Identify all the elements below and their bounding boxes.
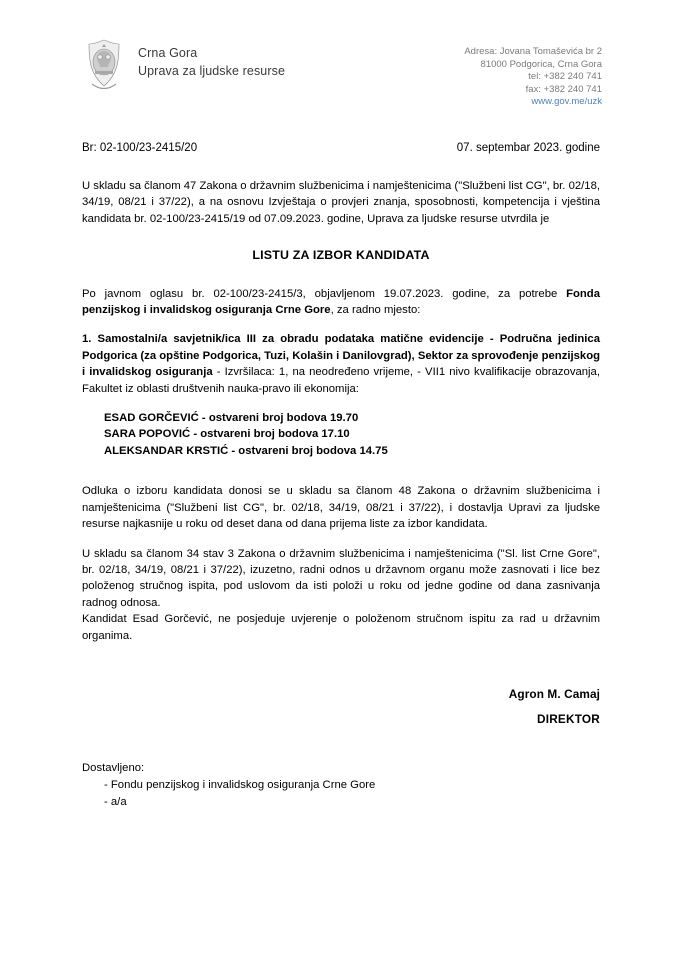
address-line-2: 81000 Podgorica, Crna Gora <box>480 58 602 70</box>
announcement-suffix: , za radno mjesto: <box>330 304 421 317</box>
list-item: ALEKSANDAR KRSTIĆ - ostvareni broj bodova 14.75 <box>104 444 388 457</box>
signatory-name: Agron M. Camaj <box>508 687 600 701</box>
brand-block <box>82 38 285 96</box>
delivery-label: Dostavljeno: <box>82 762 145 774</box>
document-date: 07. septembar 2023. godine <box>456 142 600 154</box>
decision-paragraph: Odluka o izboru kandidata donosi se u skladu sa članom 48 Zakona o državnim službenicima i namještenicima ("Službeni list CG", br. 02/18, 34/19, 08/21 i 37/22), i dostavlja Upravi za ljudske resurse najkasnije u roku od deset dana od dana prijema liste za izbor kandidata. <box>82 485 600 531</box>
announcement-prefix: Po javnom oglasu br. 02-100/23-2415/3, objavljenom 19.07.2023. godine, za potrebe <box>82 287 567 300</box>
list-item: SARA POPOVIĆ - ostvareni broj bodova 17.10 <box>104 428 350 441</box>
address-line-4: fax: +382 240 741 <box>525 83 602 95</box>
list-item: ESAD GORČEVIĆ - ostvareni broj bodova 19.70 <box>104 412 359 425</box>
address-line-3: tel: +382 240 741 <box>528 71 602 83</box>
announcement-paragraph <box>82 286 600 319</box>
delivery-block <box>82 760 600 811</box>
address-line-1: Adresa: Jovana Tomaševića br 2 <box>464 46 602 57</box>
letterhead <box>82 38 602 109</box>
org-name-line1: Crna Gora <box>138 46 198 60</box>
delivery-item: - Fondu penzijskog i invalidskog osiguranja Crne Gore <box>104 779 376 791</box>
position-details: - Izvršilaca: 1, na neodređeno vrijeme, - VII1 nivo kvalifikacije obrazovanja, Fakultet iz oblasti društvenih nauka-pravo ili ekonomija: <box>82 366 600 395</box>
brand-text <box>138 38 285 80</box>
note-paragraph: Kandidat Esad Gorčević, ne posjeduje uvjerenje o položenom stručnom ispitu za rad u državnim organima. <box>82 613 600 642</box>
position-title: 1. Samostalni/a savjetnik/ica III za obradu podataka matične evidencije - Područna jedinica Podgorica (za opštine Podgorica, Tuzi, Kolašin i Danilovgrad), Sektor za sprovođenje penzijskog i invalidskog osiguranja <box>82 333 600 379</box>
law-paragraph: U skladu sa članom 34 stav 3 Zakona o državnim službenicima i namještenicima ("Sl. list Crne Gore", br. 02/18, 34/19, 08/21 i 37/22), izuzetno, radni odnos u državnom organu može zasnovati i lice bez položenog stručnog ispita, pod uslovom da isti položi u roku od jedne godine od dana zasnivanja radnog odnosa. <box>82 547 600 609</box>
document-title: LISTU ZA IZBOR KANDIDATA <box>252 248 430 263</box>
position-paragraph <box>82 331 600 397</box>
announcement-institution: Fonda penzijskog i invalidskog osiguranja Crne Gore <box>82 287 600 317</box>
reference-number: Br: 02-100/23-2415/20 <box>82 142 198 154</box>
spacer <box>82 475 600 483</box>
montenegro-coat-of-arms-icon <box>82 38 126 96</box>
document-body <box>82 178 600 657</box>
address-block <box>464 38 602 109</box>
candidate-list <box>82 410 600 459</box>
signature-block <box>82 682 600 732</box>
delivery-item: - a/a <box>104 796 127 808</box>
signatory-role: DIREKTOR <box>537 712 600 726</box>
org-name-line2: Uprava za ljudske resurse <box>138 64 286 78</box>
website-link[interactable]: www.gov.me/uzk <box>531 96 602 108</box>
document-meta <box>82 140 600 156</box>
intro-paragraph: U skladu sa članom 47 Zakona o državnim službenicima i namještenicima ("Službeni list CG", br. 02/18, 34/19, 08/21 i 37/22), a na osnovu Izvještaja o provjeri znanja, sposobnosti, kompetencija i vještina kandidata br. 02-100/23-2415/19 od 07.09.2023. godine, Uprava za ljudske resurse utvrdila je <box>82 180 600 225</box>
